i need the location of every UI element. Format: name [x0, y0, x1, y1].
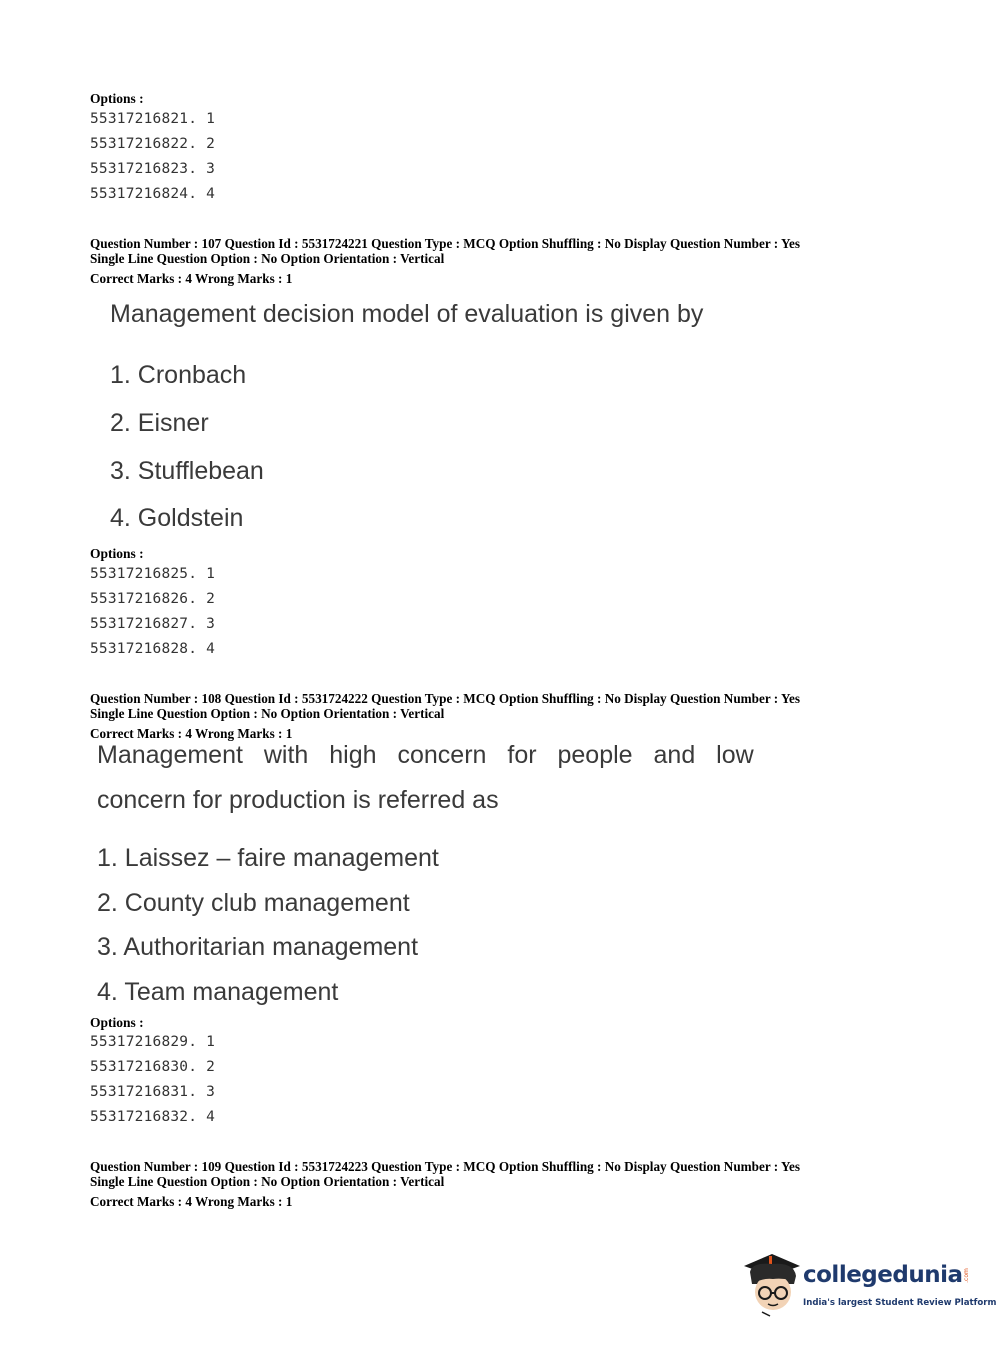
question-choice: 4. Goldstein	[110, 504, 244, 532]
question-meta: Question Number : 109 Question Id : 5531724223 Question Type : MCQ Option Shuffling : No Display Question Number : Yes	[90, 1159, 800, 1174]
question-meta: Question Number : 107 Question Id : 5531724221 Question Type : MCQ Option Shuffling : No Display Question Number : Yes	[90, 236, 800, 251]
question-marks: Correct Marks : 4 Wrong Marks : 1	[90, 726, 293, 741]
option-item: 55317216826. 2	[90, 591, 216, 607]
question-marks: Correct Marks : 4 Wrong Marks : 1	[90, 271, 293, 286]
question-marks: Correct Marks : 4 Wrong Marks : 1	[90, 1194, 293, 1209]
option-item: 55317216823. 3	[90, 161, 216, 177]
question-choice: 1. Laissez – faire management	[97, 844, 439, 872]
option-item: 55317216828. 4	[90, 641, 216, 657]
question-choice: 4. Team management	[97, 978, 339, 1006]
logo-com: .com	[962, 1268, 970, 1283]
question-choice: 3. Authoritarian management	[97, 933, 419, 961]
question-choice: 2. County club management	[97, 889, 410, 917]
question-choice: 1. Cronbach	[110, 361, 247, 389]
logo-tagline: India's largest Student Review Platform	[803, 1298, 997, 1308]
question-choice: 3. Stufflebean	[110, 457, 264, 485]
question-choice: 2. Eisner	[110, 409, 209, 437]
question-meta: Single Line Question Option : No Option Orientation : Vertical	[90, 706, 445, 721]
question-meta: Single Line Question Option : No Option Orientation : Vertical	[90, 1174, 445, 1189]
options-label: Options :	[90, 1015, 144, 1030]
question-text: Management with high concern for people and low	[97, 741, 754, 769]
option-item: 55317216832. 4	[90, 1109, 216, 1125]
option-item: 55317216824. 4	[90, 186, 216, 202]
option-item: 55317216829. 1	[90, 1034, 216, 1050]
question-meta: Question Number : 108 Question Id : 5531724222 Question Type : MCQ Option Shuffling : No Display Question Number : Yes	[90, 691, 800, 706]
option-item: 55317216830. 2	[90, 1059, 216, 1075]
option-item: 55317216825. 1	[90, 566, 216, 582]
options-label: Options :	[90, 91, 144, 106]
options-label: Options :	[90, 546, 144, 561]
logo-wordmark: collegedunia	[803, 1262, 963, 1288]
option-item: 55317216822. 2	[90, 136, 216, 152]
option-item: 55317216831. 3	[90, 1084, 216, 1100]
option-item: 55317216827. 3	[90, 616, 216, 632]
question-text: Management decision model of evaluation is given by	[110, 300, 704, 328]
question-text: concern for production is referred as	[97, 786, 499, 814]
question-meta: Single Line Question Option : No Option Orientation : Vertical	[90, 251, 445, 266]
option-item: 55317216821. 1	[90, 111, 216, 127]
